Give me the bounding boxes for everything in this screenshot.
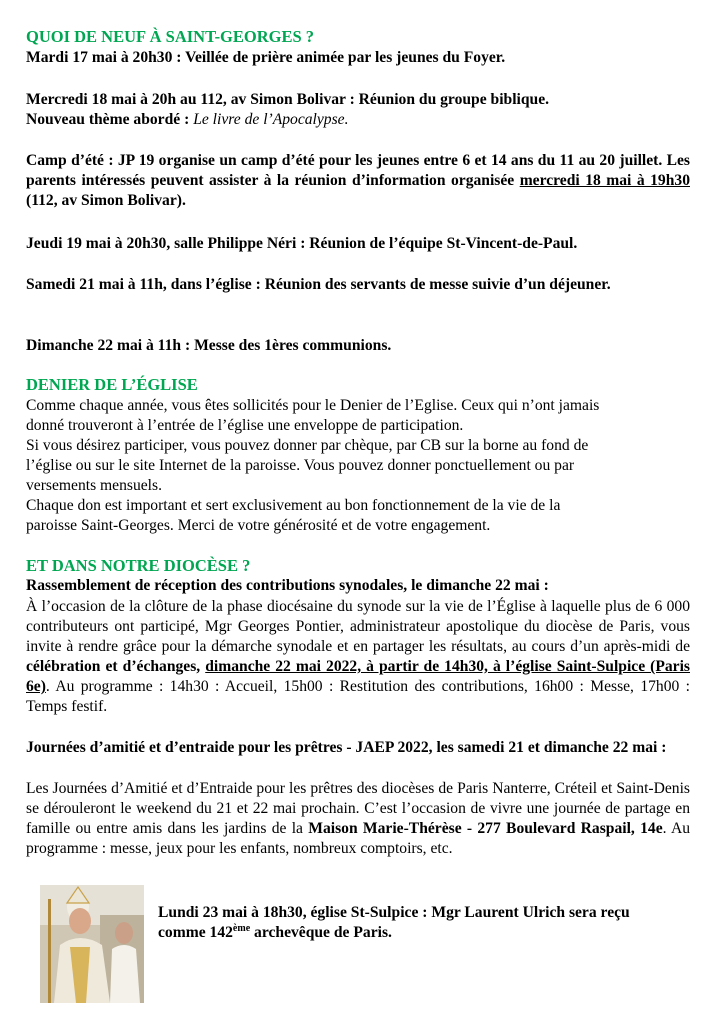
archbishop-announcement xyxy=(158,903,678,943)
synod-text xyxy=(26,597,690,717)
synod-title: Rassemblement de réception des contributions synodales, le dimanche 22 mai : xyxy=(26,577,549,594)
denier-text xyxy=(26,396,690,536)
jaep-intro: Les Journées d’Amitié et d’Entraide pour les prêtres des diocèses de Paris Nanterre, Créteil et Saint-Denis se dérouleront le weekend du 21 et 22 mai prochain. C’est l’occasion de vivre une journée de partage en famille ou entre amis dans les jardins de la xyxy=(26,780,690,837)
theme-label: Nouveau thème abordé : xyxy=(26,111,194,128)
event-bible-group xyxy=(26,90,690,130)
denier-line: donné trouveront à l’entrée de l’église une enveloppe de participation. xyxy=(26,417,464,434)
synod-intro: À l’occasion de la clôture de la phase diocésaine du synode sur la vie de l’Église à laquelle plus de 6 000 contributeurs ont participé, Mgr Georges Pontier, administrateur apostolique du diocèse de Paris, vous invite à rendre grâce pour la démarche synodale et en partager les résultats, au cours d’un après-midi de xyxy=(26,598,690,655)
camp-address: (112, av Simon Bolivar). xyxy=(26,192,186,209)
archbishop-photo xyxy=(40,885,144,1003)
section-heading-denier: DENIER DE L’ÉGLISE xyxy=(26,375,198,394)
synod-celebration: célébration et d’échanges, xyxy=(26,658,206,675)
jaep-title: Journées d’amitié et d’entraide pour les prêtres - JAEP 2022, les samedi 21 et dimanche 22 mai : xyxy=(26,739,667,756)
synod-program: . Au programme : 14h30 : Accueil, 15h00 : Restitution des contributions, 16h00 : Messe, 17h00 : Temps festif. xyxy=(26,678,690,715)
jaep-address: Maison Marie-Thérèse - 277 Boulevard Raspail, 14e xyxy=(308,820,663,837)
jaep-program: . Au programme : messe, jeux pour les enfants, nombreux comptoirs, etc. xyxy=(26,820,691,857)
denier-line: paroisse Saint-Georges. Merci de votre générosité et de votre engagement. xyxy=(26,517,491,534)
camp-meeting-date: mercredi 18 mai à 19h30 xyxy=(519,172,690,189)
event-first-communion: Dimanche 22 mai à 11h : Messe des 1ères communions. xyxy=(26,337,392,354)
synod-date-place: dimanche 22 mai 2022, à partir de 14h30, à l’église Saint-Sulpice (Paris 6e) xyxy=(26,658,690,695)
ordinal-suffix: ème xyxy=(232,923,251,934)
event-summer-camp xyxy=(26,151,690,211)
event-prayer-vigil: Mardi 17 mai à 20h30 : Veillée de prière animée par les jeunes du Foyer. xyxy=(26,49,506,66)
archbishop-photo-illustration xyxy=(40,885,144,1003)
event-st-vincent: Jeudi 19 mai à 20h30, salle Philippe Néri : Réunion de l’équipe St-Vincent-de-Paul. xyxy=(26,235,578,252)
denier-line: Comme chaque année, vous êtes sollicités pour le Denier de l’Eglise. Ceux qui n’ont jamais xyxy=(26,397,600,414)
announcement-text: Lundi 23 mai à 18h30, église St-Sulpice : Mgr Laurent Ulrich sera reçu comme 142 xyxy=(158,904,630,941)
event-bible-group-line: Mercredi 18 mai à 20h au 112, av Simon Bolivar : Réunion du groupe biblique. xyxy=(26,91,550,108)
theme-title: Le livre de l’Apocalypse. xyxy=(193,111,349,128)
jaep-text xyxy=(26,779,690,859)
denier-line: versements mensuels. xyxy=(26,477,162,494)
camp-text: Camp d’été : JP 19 organise un camp d’été pour les jeunes entre 6 et 14 ans du 11 au 20 juillet. Les parents intéressés peuvent assister à la réunion d’information organisée xyxy=(26,152,690,189)
denier-line: Chaque don est important et sert exclusivement au bon fonctionnement de la vie de la xyxy=(26,497,561,514)
section-heading-diocese: ET DANS NOTRE DIOCÈSE ? xyxy=(26,556,251,575)
section-heading-local: QUOI DE NEUF À SAINT-GEORGES ? xyxy=(26,27,315,46)
announcement-end: archevêque de Paris. xyxy=(250,924,392,941)
event-bible-theme-line xyxy=(26,110,690,130)
denier-line: Si vous désirez participer, vous pouvez donner par chèque, par CB sur la borne au fond de xyxy=(26,437,589,454)
denier-line: l’église ou sur le site Internet de la paroisse. Vous pouvez donner ponctuellement ou par xyxy=(26,457,575,474)
event-altar-servers: Samedi 21 mai à 11h, dans l’église : Réunion des servants de messe suivie d’un déjeuner. xyxy=(26,276,611,293)
